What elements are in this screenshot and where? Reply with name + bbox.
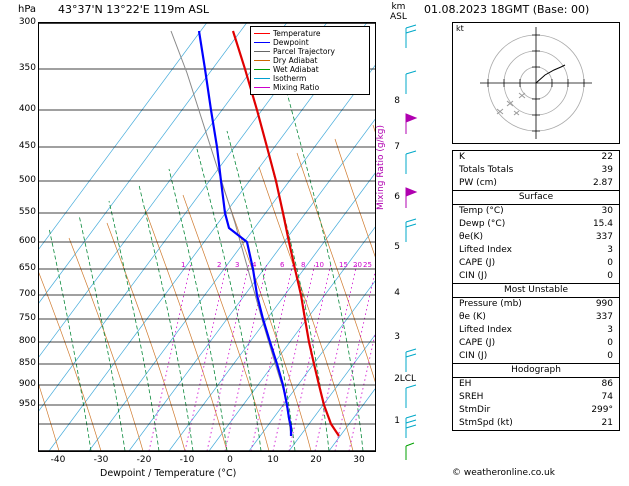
- legend-label-parcel: Parcel Trajectory: [273, 47, 335, 56]
- row-label: CAPE (J): [459, 338, 496, 348]
- legend-label-temperature: Temperature: [273, 29, 321, 38]
- legend-label-isotherm: Isotherm: [273, 74, 307, 83]
- hodograph-svg: [453, 23, 619, 143]
- legend-swatch-mixing-ratio: [254, 87, 270, 88]
- row-value: 3: [607, 245, 613, 255]
- legend-label-dry-adiabat: Dry Adiabat: [273, 56, 318, 65]
- temperature-tick-label: 30: [353, 455, 365, 465]
- row-value: 30: [601, 206, 613, 216]
- temperature-tick-label: -30: [93, 455, 109, 465]
- legend-label-wet-adiabat: Wet Adiabat: [273, 65, 319, 74]
- svg-text:10: 10: [315, 261, 324, 269]
- pressure-tick-label: 550: [18, 207, 36, 217]
- altitude-tick-label: 8: [394, 96, 400, 106]
- row-label: EH: [459, 379, 472, 389]
- temperature-tick-label: -20: [136, 455, 152, 465]
- temperature-tick-label: 10: [267, 455, 279, 465]
- copyright-footer: © weatheronline.co.uk: [452, 468, 555, 478]
- table-row: [453, 298, 619, 311]
- row-label: Lifted Index: [459, 245, 512, 255]
- svg-text:25: 25: [363, 261, 372, 269]
- legend-swatch-parcel: [254, 51, 270, 52]
- row-label: Temp (°C): [459, 206, 504, 216]
- table-row: [453, 164, 619, 177]
- altitude-axis-unit: km ASL: [390, 2, 407, 22]
- pressure-tick-label: 900: [18, 379, 36, 389]
- legend-item-dry-adiabat: [254, 56, 366, 65]
- pressure-tick-label: 350: [18, 63, 36, 73]
- row-value: 337: [595, 312, 613, 322]
- legend-label-mixing-ratio: Mixing Ratio: [273, 83, 320, 92]
- row-label: Totals Totals: [459, 165, 514, 175]
- table-row: [453, 177, 619, 190]
- svg-text:8: 8: [301, 261, 306, 269]
- row-label: θe (K): [459, 312, 486, 322]
- row-label: Lifted Index: [459, 325, 512, 335]
- row-value: 22: [601, 152, 613, 162]
- table-row: [453, 244, 619, 257]
- legend-label-dewpoint: Dewpoint: [273, 38, 309, 47]
- table-row: [453, 270, 619, 283]
- row-value: 337: [595, 232, 613, 242]
- row-label: PW (cm): [459, 178, 497, 188]
- svg-text:15: 15: [339, 261, 348, 269]
- svg-text:4: 4: [252, 261, 257, 269]
- hodograph-panel[interactable]: [452, 22, 620, 144]
- pressure-tick-label: 400: [18, 104, 36, 114]
- row-value: 15.4: [592, 219, 613, 229]
- row-value: 2.87: [592, 178, 613, 188]
- row-label: SREH: [459, 392, 484, 402]
- row-label: Dewp (°C): [459, 219, 506, 229]
- altitude-tick-label: 7: [394, 142, 400, 152]
- row-value: 0: [607, 271, 613, 281]
- svg-text:20: 20: [353, 261, 362, 269]
- svg-text:3: 3: [235, 261, 240, 269]
- legend-swatch-isotherm: [254, 78, 270, 79]
- table-row: [453, 231, 619, 244]
- pressure-tick-label: 850: [18, 358, 36, 368]
- altitude-tick-label: 6: [394, 192, 400, 202]
- pressure-tick-label: 800: [18, 336, 36, 346]
- row-label: StmSpd (kt): [459, 418, 513, 428]
- pressure-axis-unit: hPa: [18, 4, 37, 15]
- altitude-tick-label: 2: [394, 374, 400, 384]
- row-value: 86: [601, 379, 613, 389]
- table-row: [453, 257, 619, 270]
- pressure-tick-label: 950: [18, 399, 36, 409]
- row-label: Pressure (mb): [459, 299, 522, 309]
- table-row: [453, 324, 619, 337]
- row-value: 990: [595, 299, 613, 309]
- temperature-tick-label: -10: [179, 455, 195, 465]
- table-row: [453, 311, 619, 324]
- pressure-tick-label: 750: [18, 313, 36, 323]
- row-value: 39: [601, 165, 613, 175]
- row-value: 74: [601, 392, 613, 402]
- svg-text:2: 2: [217, 261, 222, 269]
- svg-text:1: 1: [181, 261, 186, 269]
- table-row: [453, 337, 619, 350]
- altitude-tick-label: 1: [394, 416, 400, 426]
- legend: [250, 26, 370, 95]
- legend-swatch-temperature: [254, 33, 270, 34]
- legend-item-isotherm: [254, 74, 366, 83]
- surface-section-header: Surface: [453, 190, 619, 205]
- temperature-tick-label: 20: [310, 455, 322, 465]
- altitude-tick-label: 3: [394, 332, 400, 342]
- legend-item-dewpoint: [254, 38, 366, 47]
- row-value: 0: [607, 351, 613, 361]
- table-row: [453, 417, 619, 430]
- row-value: 299°: [591, 405, 613, 415]
- temperature-tick-label: -40: [50, 455, 66, 465]
- mixing-ratio-axis-title: Mixing Ratio (g/kg): [376, 124, 386, 210]
- pressure-tick-label: 600: [18, 236, 36, 246]
- table-row: [453, 205, 619, 218]
- row-value: 21: [601, 418, 613, 428]
- row-value: 0: [607, 338, 613, 348]
- pressure-tick-label: 500: [18, 175, 36, 185]
- row-value: 0: [607, 258, 613, 268]
- table-row: [453, 404, 619, 417]
- svg-text:6: 6: [280, 261, 285, 269]
- wind-barb-column: [398, 22, 424, 462]
- hodograph-section-header: Hodograph: [453, 363, 619, 378]
- legend-item-temperature: [254, 29, 366, 38]
- table-row: [453, 391, 619, 404]
- table-row: [453, 378, 619, 391]
- legend-item-mixing-ratio: [254, 83, 366, 92]
- table-row: [453, 151, 619, 164]
- row-value: 3: [607, 325, 613, 335]
- altitude-tick-label: 5: [394, 242, 400, 252]
- table-row: [453, 350, 619, 363]
- row-label: θe(K): [459, 232, 483, 242]
- row-label: StmDir: [459, 405, 491, 415]
- date-title: 01.08.2023 18GMT (Base: 00): [424, 3, 590, 16]
- row-label: CIN (J): [459, 271, 488, 281]
- most-unstable-section-header: Most Unstable: [453, 283, 619, 298]
- station-title: 43°37'N 13°22'E 119m ASL: [58, 3, 210, 16]
- pressure-tick-label: 300: [18, 17, 36, 27]
- row-label: K: [459, 152, 465, 162]
- pressure-tick-label: 450: [18, 141, 36, 151]
- indices-table: [452, 150, 620, 431]
- legend-item-wet-adiabat: [254, 65, 366, 74]
- pressure-tick-label: 650: [18, 263, 36, 273]
- x-axis-title: Dewpoint / Temperature (°C): [100, 468, 237, 479]
- row-label: CAPE (J): [459, 258, 496, 268]
- hodograph-unit-label: kt: [456, 24, 464, 33]
- altitude-tick-label: 4: [394, 288, 400, 298]
- table-row: [453, 218, 619, 231]
- legend-swatch-dewpoint: [254, 42, 270, 43]
- pressure-axis: [0, 17, 36, 452]
- row-label: CIN (J): [459, 351, 488, 361]
- temperature-axis: [18, 455, 398, 467]
- legend-item-parcel: [254, 47, 366, 56]
- temperature-tick-label: 0: [227, 455, 233, 465]
- legend-swatch-dry-adiabat: [254, 60, 270, 61]
- pressure-tick-label: 700: [18, 289, 36, 299]
- legend-swatch-wet-adiabat: [254, 69, 270, 70]
- lcl-label: LCL: [399, 374, 416, 384]
